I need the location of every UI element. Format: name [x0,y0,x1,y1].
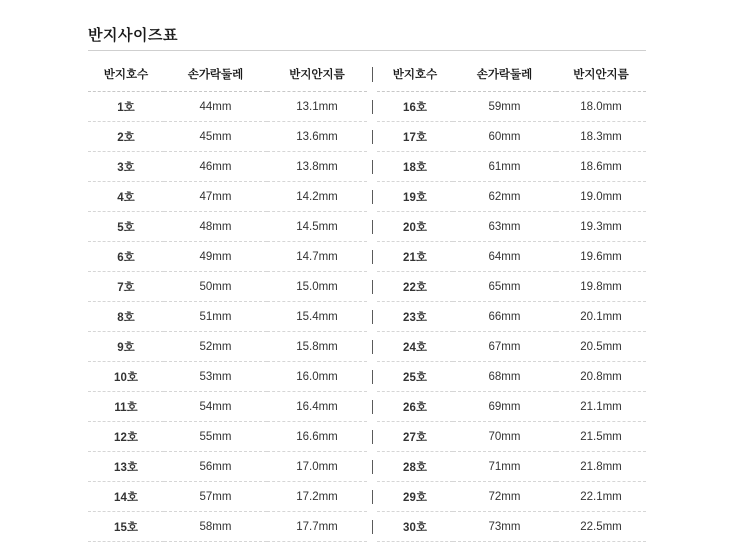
cell-ring-number-right: 25호 [377,362,453,392]
cell-finger-circumference-left: 54mm [164,392,267,422]
vertical-divider-icon [372,460,373,474]
table-body [88,92,646,542]
cell-finger-circumference-right: 61mm [453,152,556,182]
cell-ring-number-right: 20호 [377,212,453,242]
row-separator [367,92,377,122]
cell-inner-diameter-right: 21.5mm [556,422,646,452]
cell-ring-number-right: 27호 [377,422,453,452]
row-separator [367,362,377,392]
table-row [88,92,646,122]
cell-ring-number-right: 23호 [377,302,453,332]
table-row [88,482,646,512]
cell-finger-circumference-left: 45mm [164,122,267,152]
vertical-divider-icon [372,250,373,264]
cell-finger-circumference-right: 71mm [453,452,556,482]
cell-ring-number-right: 17호 [377,122,453,152]
vertical-divider-icon [372,370,373,384]
cell-ring-number-left: 12호 [88,422,164,452]
table-row [88,212,646,242]
cell-finger-circumference-left: 52mm [164,332,267,362]
vertical-divider-icon [372,310,373,324]
cell-finger-circumference-left: 44mm [164,92,267,122]
cell-ring-number-left: 9호 [88,332,164,362]
row-separator [367,332,377,362]
cell-finger-circumference-right: 63mm [453,212,556,242]
cell-finger-circumference-right: 64mm [453,242,556,272]
cell-finger-circumference-left: 47mm [164,182,267,212]
cell-inner-diameter-right: 21.8mm [556,452,646,482]
cell-ring-number-right: 26호 [377,392,453,422]
vertical-divider-icon [372,67,373,82]
column-header-inner-diameter-left: 반지안지름 [267,58,367,92]
cell-inner-diameter-right: 22.5mm [556,512,646,542]
cell-inner-diameter-right: 20.5mm [556,332,646,362]
cell-finger-circumference-right: 66mm [453,302,556,332]
cell-ring-number-right: 30호 [377,512,453,542]
column-separator [367,58,377,92]
cell-finger-circumference-right: 62mm [453,182,556,212]
table-row [88,182,646,212]
cell-inner-diameter-left: 13.8mm [267,152,367,182]
cell-finger-circumference-left: 57mm [164,482,267,512]
column-header-inner-diameter-right: 반지안지름 [556,58,646,92]
cell-finger-circumference-left: 50mm [164,272,267,302]
cell-ring-number-left: 14호 [88,482,164,512]
cell-finger-circumference-left: 48mm [164,212,267,242]
cell-inner-diameter-left: 13.6mm [267,122,367,152]
cell-ring-number-left: 10호 [88,362,164,392]
row-separator [367,212,377,242]
vertical-divider-icon [372,430,373,444]
cell-ring-number-left: 5호 [88,212,164,242]
cell-inner-diameter-right: 19.3mm [556,212,646,242]
table-row [88,242,646,272]
table-row [88,122,646,152]
cell-ring-number-left: 8호 [88,302,164,332]
cell-inner-diameter-right: 18.3mm [556,122,646,152]
cell-ring-number-right: 28호 [377,452,453,482]
cell-inner-diameter-left: 16.4mm [267,392,367,422]
row-separator [367,422,377,452]
row-separator [367,452,377,482]
cell-inner-diameter-right: 20.1mm [556,302,646,332]
cell-inner-diameter-left: 14.7mm [267,242,367,272]
row-separator [367,182,377,212]
cell-finger-circumference-left: 58mm [164,512,267,542]
cell-inner-diameter-left: 17.7mm [267,512,367,542]
cell-finger-circumference-left: 55mm [164,422,267,452]
cell-finger-circumference-right: 59mm [453,92,556,122]
cell-inner-diameter-left: 14.2mm [267,182,367,212]
cell-ring-number-left: 1호 [88,92,164,122]
cell-ring-number-left: 2호 [88,122,164,152]
page-title: 반지사이즈표 [88,27,178,44]
cell-inner-diameter-left: 15.4mm [267,302,367,332]
vertical-divider-icon [372,340,373,354]
cell-finger-circumference-right: 73mm [453,512,556,542]
vertical-divider-icon [372,190,373,204]
column-header-finger-circumference-left: 손가락둘레 [164,58,267,92]
cell-inner-diameter-right: 18.6mm [556,152,646,182]
cell-finger-circumference-right: 69mm [453,392,556,422]
cell-inner-diameter-left: 15.8mm [267,332,367,362]
table-row [88,362,646,392]
vertical-divider-icon [372,280,373,294]
row-separator [367,152,377,182]
cell-finger-circumference-left: 53mm [164,362,267,392]
cell-inner-diameter-right: 19.6mm [556,242,646,272]
row-separator [367,512,377,542]
vertical-divider-icon [372,220,373,234]
cell-inner-diameter-left: 17.0mm [267,452,367,482]
table-row [88,392,646,422]
cell-finger-circumference-right: 70mm [453,422,556,452]
cell-inner-diameter-left: 16.0mm [267,362,367,392]
row-separator [367,122,377,152]
cell-finger-circumference-left: 49mm [164,242,267,272]
cell-ring-number-left: 4호 [88,182,164,212]
table-row [88,272,646,302]
cell-ring-number-right: 24호 [377,332,453,362]
vertical-divider-icon [372,130,373,144]
cell-inner-diameter-right: 22.1mm [556,482,646,512]
cell-ring-number-left: 3호 [88,152,164,182]
table-row [88,302,646,332]
cell-ring-number-left: 15호 [88,512,164,542]
cell-ring-number-left: 13호 [88,452,164,482]
cell-inner-diameter-left: 17.2mm [267,482,367,512]
cell-ring-number-left: 7호 [88,272,164,302]
cell-ring-number-right: 18호 [377,152,453,182]
cell-ring-number-right: 16호 [377,92,453,122]
table-row [88,332,646,362]
column-header-ring-number-left: 반지호수 [88,58,164,92]
title-divider [88,50,646,51]
vertical-divider-icon [372,100,373,114]
cell-finger-circumference-right: 65mm [453,272,556,302]
cell-inner-diameter-right: 20.8mm [556,362,646,392]
cell-ring-number-right: 19호 [377,182,453,212]
row-separator [367,272,377,302]
cell-ring-number-right: 21호 [377,242,453,272]
cell-inner-diameter-left: 14.5mm [267,212,367,242]
cell-finger-circumference-right: 60mm [453,122,556,152]
cell-inner-diameter-right: 19.8mm [556,272,646,302]
vertical-divider-icon [372,160,373,174]
row-separator [367,482,377,512]
ring-size-table [88,58,646,542]
cell-inner-diameter-right: 21.1mm [556,392,646,422]
cell-inner-diameter-right: 19.0mm [556,182,646,212]
cell-ring-number-left: 11호 [88,392,164,422]
cell-ring-number-right: 22호 [377,272,453,302]
cell-finger-circumference-left: 56mm [164,452,267,482]
table-row [88,422,646,452]
cell-finger-circumference-right: 68mm [453,362,556,392]
table-row [88,152,646,182]
vertical-divider-icon [372,520,373,534]
column-header-finger-circumference-right: 손가락둘레 [453,58,556,92]
cell-inner-diameter-left: 13.1mm [267,92,367,122]
table-row [88,452,646,482]
cell-finger-circumference-left: 46mm [164,152,267,182]
cell-inner-diameter-right: 18.0mm [556,92,646,122]
table-header [88,58,646,92]
column-header-ring-number-right: 반지호수 [377,58,453,92]
cell-finger-circumference-right: 72mm [453,482,556,512]
vertical-divider-icon [372,400,373,414]
row-separator [367,392,377,422]
cell-ring-number-left: 6호 [88,242,164,272]
row-separator [367,302,377,332]
cell-finger-circumference-right: 67mm [453,332,556,362]
table-header-row [88,58,646,92]
row-separator [367,242,377,272]
cell-inner-diameter-left: 15.0mm [267,272,367,302]
cell-inner-diameter-left: 16.6mm [267,422,367,452]
cell-ring-number-right: 29호 [377,482,453,512]
cell-finger-circumference-left: 51mm [164,302,267,332]
table-row [88,512,646,542]
vertical-divider-icon [372,490,373,504]
